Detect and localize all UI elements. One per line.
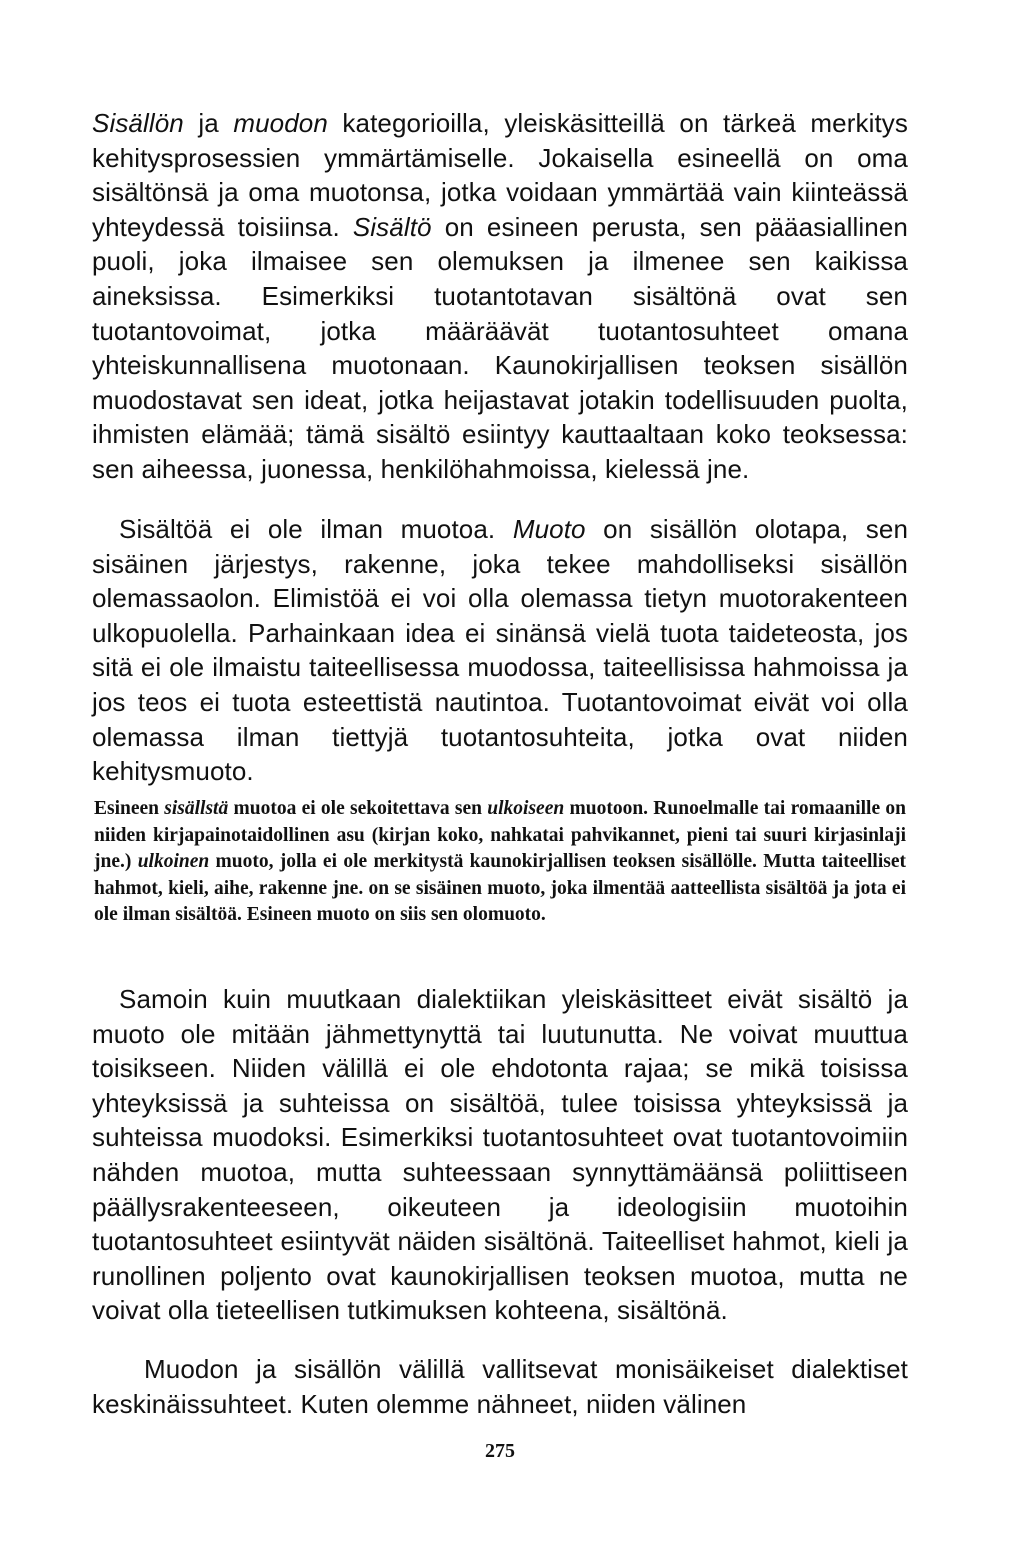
text-run: muoto, jolla ei ole merkitystä kaunokirjallisen teoksen sisällölle. Mutta taiteelliset hahmot, kieli, aihe, rakenne jne. on se sisäinen muoto, joka ilmentää aatteellista sisältöä ja jota ei ole ilman sisältöä. Esineen muoto on siis sen olomuoto. [94, 851, 906, 926]
emphasis-muodon: muodon [233, 108, 328, 138]
emphasis-sisalto: Sisältö [352, 211, 432, 242]
text-run: muotoa ei ole sekoitettava sen [228, 798, 488, 819]
text-run: ja [183, 108, 234, 138]
emphasis-ulkoiseen: ulkoiseen [487, 798, 565, 819]
paragraph-transformation: Samoin kuin muutkaan dialektiikan yleiskäsitteet eivät sisältö ja muoto ole mitään jähmettynyttä tai luutunutta. Ne voivat muuttua toisikseen. Niiden välillä ei ole ehdotonta rajaa; se mikä toisissa yhteyksissä ja suhteissa on sisältöä, tulee toisissa yhteyksissä ja suhteissa muodoksi. Esimerkiksi tuotantosuhteet ovat tuotantovoimiin nähden muotoa, mutta suhteessaan synnyttämäänsä poliittiseen päällysrakenteeseen, oikeuteen ja ideologisiin muotoihin tuotantosuhteet esiintyvät näiden sisältönä. Taiteelliset hahmot, kieli ja runollinen poljento ovat kaunokirjallisen teoksen muotoa, mutta ne voivat olla tieteellisen tutkimuksen kohteena, sisältönä. [92, 984, 908, 1326]
paragraph-form-definition [92, 512, 908, 789]
text-run: Sisältöä ei ole ilman muotoa. [119, 514, 513, 544]
document-page [92, 0, 908, 1567]
text-run: kategorioilla, yleiskäsitteillä on tärkeä merkitys kehitysprosessien ymmärtämiselle. Jokaisella esineellä on oma sisältönsä ja oma muotonsa, jotka voidaan ymmärtää vain kiinteässä yhteydessä toisiinsa. [92, 108, 908, 242]
emphasis-muoto: Muoto [512, 514, 586, 544]
text-run: muotoon. Runoelmalle tai romaanille on niiden kirjapainotaidollinen asu (kirjan koko, nahkatai pahvikannet, pieni tai suuri kirjasinlaji jne.) [94, 798, 906, 873]
footnote-inner-outer-form [94, 796, 906, 929]
text-run: Esineen [94, 798, 165, 819]
emphasis-sisallon: Sisällön [92, 108, 184, 138]
paragraph-content-and-form-categories [92, 106, 908, 487]
text-run: on esineen perusta, sen pääasiallinen puoli, joka ilmaisee sen olemuksen ja ilmenee sen kaikissa aineksissa. Esimerkiksi tuotantotavan sisältönä ovat sen tuotantovoimat, jotka määräävät tuotantosuhteet omana yhteiskunnallisena muotonaan. Kaunokirjallisen teoksen sisällön muodostavat sen ideat, jotka heijastavat jotakin todellisuuden puolta, ihmisten elämää; tämä sisältö esiintyy kauttaaltaan koko teoksessa: sen aiheessa, juonessa, henkilöhahmoissa, kielessä jne. [92, 211, 908, 484]
text-run: on sisällön olotapa, sen sisäinen järjestys, rakenne, joka tekee mahdolliseksi sisällön olemassaolon. Elimistöä ei voi olla olemassa tietyn muotorakenteen ulkopuolella. Parhainkaan idea ei sinänsä vielä tuota taideteosta, jos sitä ei ole ilmaistu taiteellisessa muodossa, taiteellisissa hahmoissa ja jos teos ei tuota esteettistä nautintoa. Tuotantovoimat eivät voi olla olemassa ilman tiettyjä tuotantosuhteita, jotka ovat niiden kehitysmuoto. [92, 514, 909, 787]
paragraph-dialectical-relations: Muodon ja sisällön välillä vallitsevat monisäikeiset dialektiset keskinäissuhteet. Kuten olemme nähneet, niiden välinen [92, 1354, 908, 1419]
emphasis-ulkoinen: ulkoinen [137, 851, 210, 873]
emphasis-sisallsta: sisällstä [164, 798, 229, 819]
page-number: 275 [485, 1440, 515, 1462]
